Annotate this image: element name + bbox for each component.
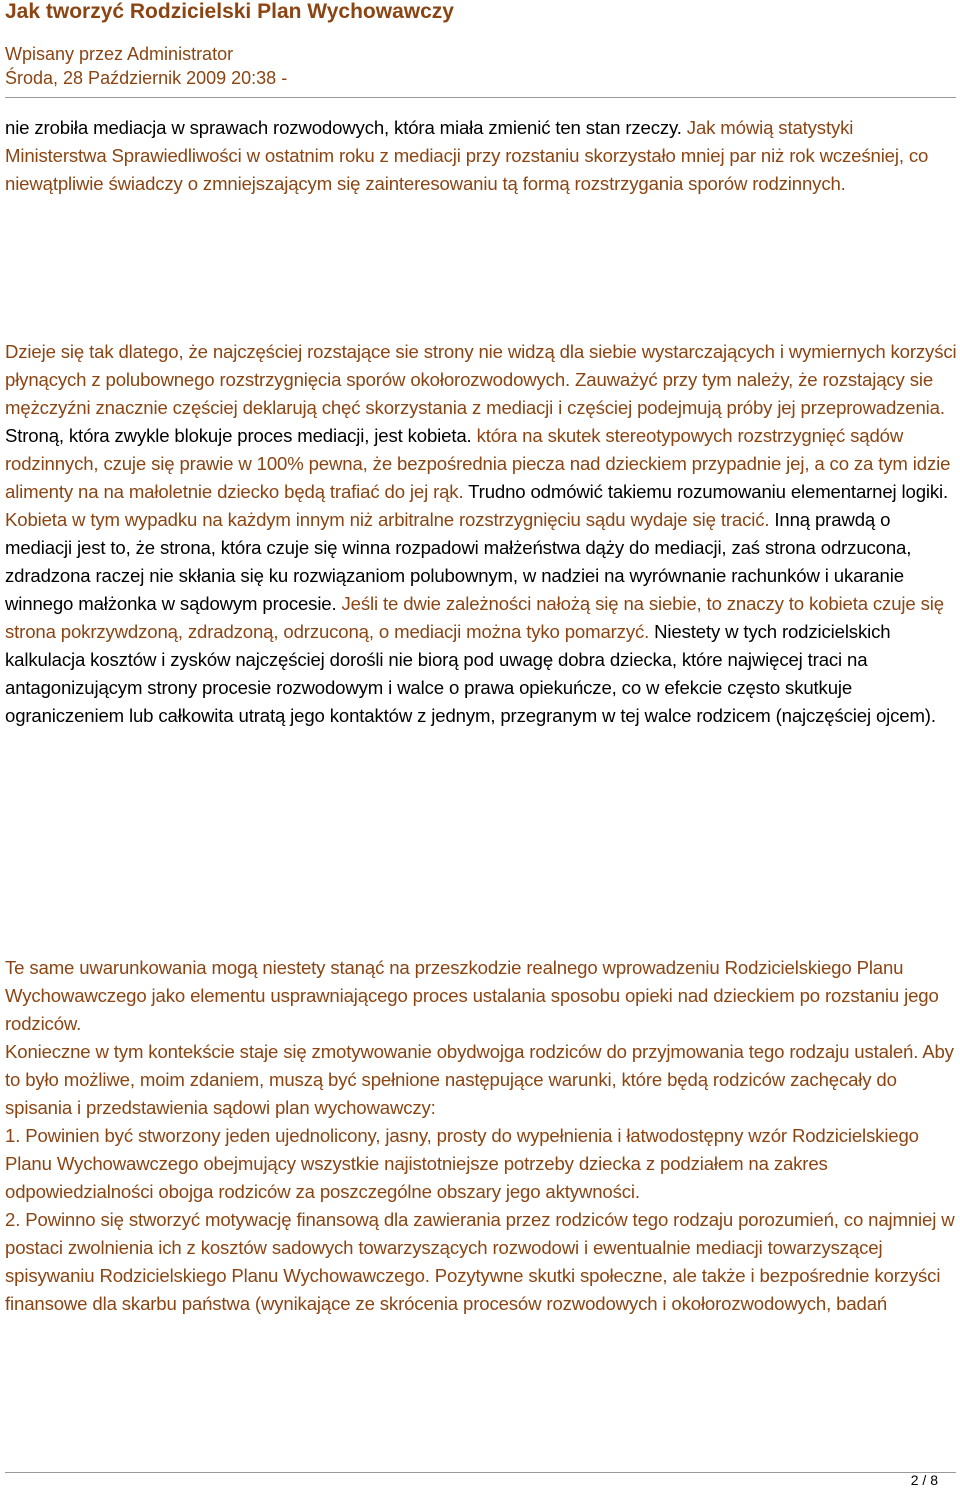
paragraph-2-sentence-5: Kobieta w tym wypadku na każdym innym niż arbitralne rozstrzygnięciu sądu wydaje się tracić. — [5, 509, 770, 530]
paragraph-1-sentence-1: nie zrobiła mediacja w sprawach rozwodowych, która miała zmienić ten stan rzeczy. — [5, 117, 682, 138]
list-item-1: 1. Powinien być stworzony jeden ujednolicony, jasny, prosty do wypełnienia i łatwodostępny wzór Rodzicielskiego Planu Wychowawczego obejmujący wszystkie najistotniejsze potrzeby dziecka z podziałem na zakres odpowiedzialności obojga rodziców za poszczególne obszary jego aktywności. — [5, 1125, 919, 1202]
page-title: Jak tworzyć Rodzicielski Plan Wychowawczy — [5, 0, 454, 23]
paragraph-1 — [5, 114, 957, 198]
header-divider — [5, 97, 956, 98]
list-item-2: 2. Powinno się stworzyć motywację finansową dla zawierania przez rodziców tego rodzaju porozumień, co najmniej w postaci zwolnienia ich z kosztów sadowych towarzyszących rozwodowi i ewentualnie mediacji towarzyszącej spisywaniu Rodzicielskiego Planu Wychowawczego. Pozytywne skutki społeczne, ale także i bezpośrednie korzyści finansowe dla skarbu państwa (wynikające ze skrócenia procesów rozwodowych i okołorozwodowych, badań — [5, 1209, 955, 1314]
paragraph-1-sentence-2: Jak mówią statystyki Ministerstwa Sprawiedliwości w ostatnim roku z mediacji przy rozstaniu skorzystało mniej par niż rok wcześniej, co niewątpliwie świadczy o zmniejszającym się zainteresowaniu tą formą rozstrzygania sporów rodzinnych. — [5, 117, 929, 194]
footer-divider — [5, 1472, 956, 1473]
date-line: Środa, 28 Październik 2009 20:38 - — [5, 68, 288, 88]
paragraph-2-sentence-6: Inną prawdą o mediacji jest to, że strona, która czuje się winna rozpadowi małżeństwa dąży do mediacji, zaś strona odrzucona, zdradzona raczej nie skłania się ku rozwiązaniom polubownym, w nadziei na wyrównanie rachunków i ukaranie winnego małżonka w sądowym procesie. — [5, 509, 912, 614]
paragraph-3-sentence-2: Konieczne w tym kontekście staje się zmotywowanie obydwojga rodziców do przyjmowania tego rodzaju ustaleń. Aby to było możliwe, moim zdaniem, muszą być spełnione następujące warunki, które będą rodziców zachęcały do spisania i przedstawienia sądowi plan wychowawczy: — [5, 1041, 954, 1118]
paragraph-3-sentence-1: Te same uwarunkowania mogą niestety stanąć na przeszkodzie realnego wprowadzeniu Rodzicielskiego Planu Wychowawczego jako elementu usprawniającego proces ustalania sposobu opieki nad dzieckiem po rozstaniu jego rodziców. — [5, 957, 939, 1034]
paragraph-2-sentence-4: Trudno odmówić takiemu rozumowaniu elementarnej logiki. — [463, 481, 949, 502]
author-line: Wpisany przez Administrator — [5, 44, 234, 64]
paragraph-2-sentence-1: Dzieje się tak dlatego, że najczęściej rozstające sie strony nie widzą dla siebie wystarczających i wymiernych korzyści płynących z polubownego rozstrzygnięcia sporów okołorozwodowych. Zauważyć przy tym należy, że rozstający sie mężczyźni znacznie częściej deklarują chęć skorzystania z mediacji i częściej podejmują próby jej przeprowadzenia. — [5, 341, 957, 418]
paragraph-2-sentence-3: która na skutek stereotypowych rozstrzygnięć sądów rodzinnych, czuje się prawie w 100% pewna, że bezpośrednia piecza nad dzieckiem przypadnie jej, a co za tym idzie alimenty na na małoletnie dziecko będą trafiać do jej rąk. — [5, 425, 951, 502]
paragraph-2-sentence-7: Jeśli te dwie zależności nałożą się na siebie, to znaczy to kobieta czuje się strona pokrzywdzoną, zdradzoną, odrzuconą, o mediacji można tyko pomarzyć. — [5, 593, 944, 642]
paragraph-3 — [5, 954, 957, 1318]
paragraph-2-sentence-8: Niestety w tych rodzicielskich kalkulacja kosztów i zysków najczęściej dorośli nie biorą pod uwagę dobra dziecka, które najwięcej traci na antagonizującym strony procesie rozwodowym i walce o prawa opiekuńcze, co w efekcie często skutkuje ograniczeniem lub całkowita utratą jego kontaktów z jednym, przegranym w tej walce rodzicem (najczęściej ojcem). — [5, 621, 936, 726]
paragraph-2-sentence-2: Stroną, która zwykle blokuje proces mediacji, jest kobieta. — [5, 425, 472, 446]
paragraph-2 — [5, 338, 957, 730]
page-number: 2 / 8 — [910, 1472, 938, 1488]
